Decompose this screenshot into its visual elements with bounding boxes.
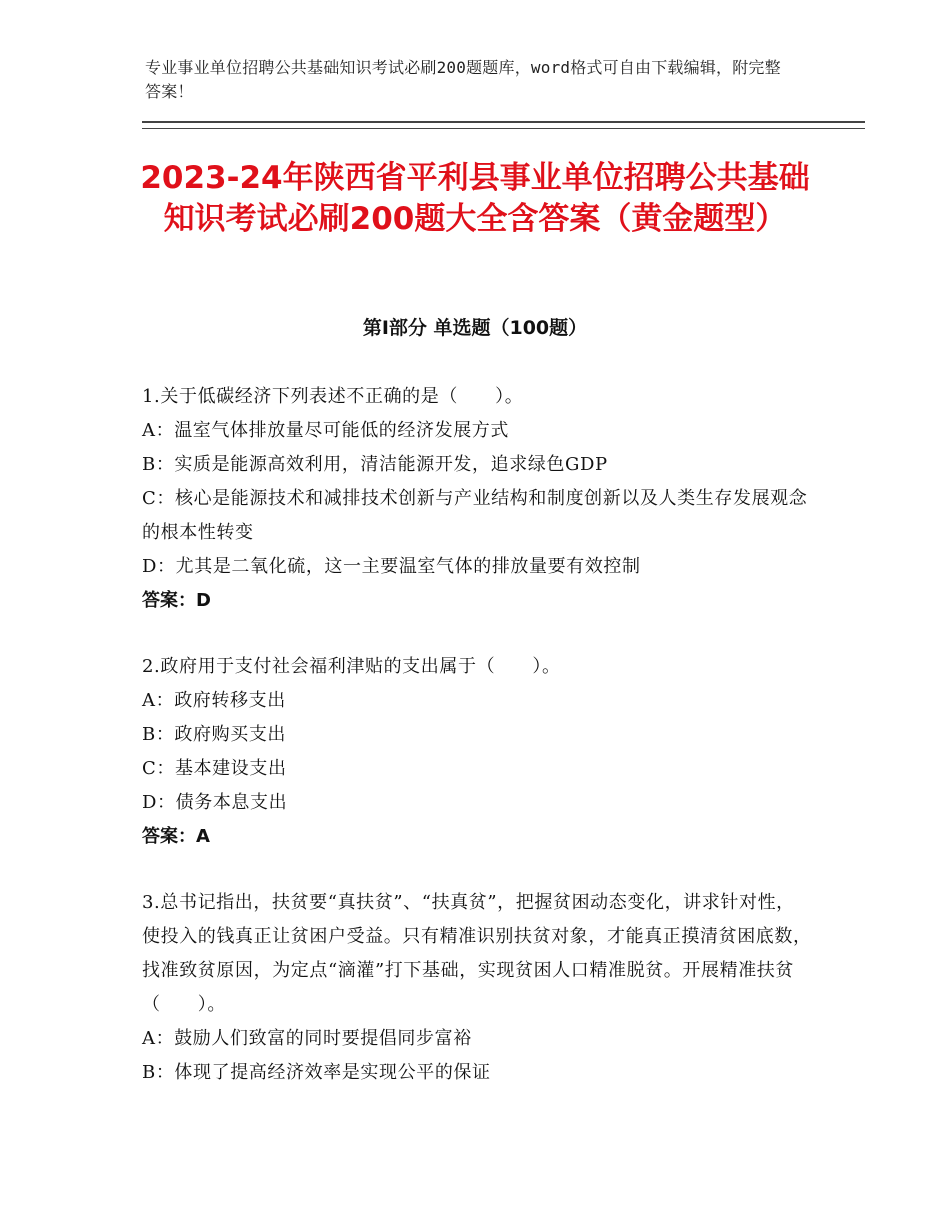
question-stem: 3.总书记指出，扶贫要“真扶贫”、“扶真贫”，把握贫困动态变化，讲求针对性，使投入的钱真正让贫困户受益。只有精准识别扶贫对象，才能真正摸清贫困底数，找准致贫原因，为定点“滴灌”打下基础，实现贫困人口精准脱贫。开展精准扶贫（ ）。 (142, 892, 812, 1015)
header-divider (142, 121, 865, 129)
question-2 (142, 650, 812, 854)
option-c: C：基本建设支出 (142, 758, 287, 779)
question-1 (142, 380, 812, 618)
option-a: A：温室气体排放量尽可能低的经济发展方式 (142, 420, 509, 441)
option-a: A：政府转移支出 (142, 690, 286, 711)
answer-label: 答案：A (142, 826, 210, 847)
document-title: 2023-24年陕西省平利县事业单位招聘公共基础知识考试必刷200题大全含答案（黄金题型） (140, 160, 810, 237)
section-title: 第Ⅰ部分 单选题（100题） (362, 317, 588, 339)
question-3 (142, 886, 812, 1090)
question-stem: 1.关于低碳经济下列表述不正确的是（ ）。 (142, 386, 524, 407)
option-b: B：实质是能源高效利用，清洁能源开发，追求绿色GDP (142, 454, 608, 475)
header-note: 专业事业单位招聘公共基础知识考试必刷200题题库，word格式可自由下载编辑，附完整答案！ (145, 58, 781, 101)
answer-label: 答案：D (142, 590, 211, 611)
option-d: D：尤其是二氧化硫，这一主要温室气体的排放量要有效控制 (142, 556, 641, 577)
option-a: A：鼓励人们致富的同时要提倡同步富裕 (142, 1028, 472, 1049)
option-b: B：政府购买支出 (142, 724, 287, 745)
question-stem: 2.政府用于支付社会福利津贴的支出属于（ ）。 (142, 656, 561, 677)
question-list (142, 380, 812, 1122)
option-b: B：体现了提高经济效率是实现公平的保证 (142, 1062, 491, 1083)
option-c: C：核心是能源技术和减排技术创新与产业结构和制度创新以及人类生存发展观念的根本性转变 (142, 488, 808, 543)
option-d: D：债务本息支出 (142, 792, 288, 813)
